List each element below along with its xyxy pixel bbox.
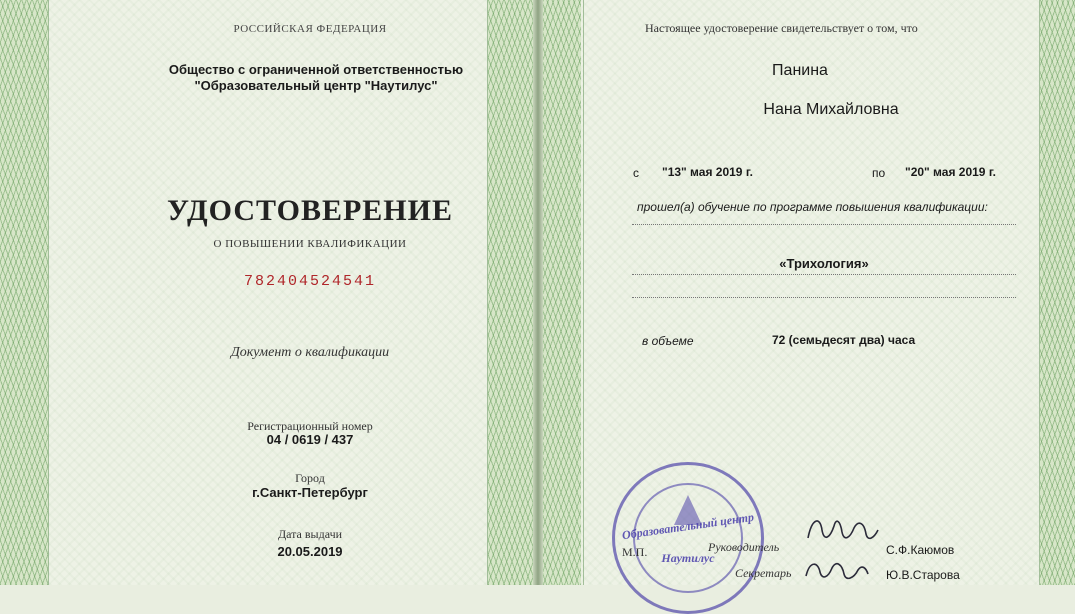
doc-type-label: Документ о квалификации [230, 345, 390, 360]
program-name: «Трихология» [779, 256, 869, 271]
dotted-line [632, 224, 1016, 225]
secretary-signature [800, 556, 870, 585]
issue-date-label: Дата выдачи [277, 527, 343, 541]
recipient-name: Нана Михайловна [763, 101, 899, 118]
from-label: с [633, 166, 639, 180]
from-date: "13" мая 2019 г. [662, 165, 753, 179]
volume-label: в объеме [642, 334, 694, 348]
organization-line-2: "Образовательный центр "Наутилус" [194, 78, 438, 93]
stamp-place-label: М.П. [622, 545, 648, 559]
volume-value: 72 (семьдесят два) часа [772, 333, 916, 347]
secretary-name: Ю.В.Старова [886, 568, 960, 582]
city-label: Город [295, 471, 325, 485]
secretary-label: Секретарь [735, 566, 792, 580]
right-border-ornament [1040, 0, 1075, 585]
head-name: С.Ф.Каюмов [886, 543, 955, 557]
certificate-intro: Настоящее удостоверение свидетельствует о том, что [645, 21, 918, 35]
to-label: по [872, 166, 886, 180]
seal-bottom-text: Наутилус [661, 551, 715, 565]
recipient-surname: Панина [772, 62, 828, 79]
dotted-line [632, 297, 1016, 298]
serial-number: 782404524541 [243, 273, 377, 290]
head-signature [800, 508, 880, 553]
inner-right-border-ornament [541, 0, 581, 585]
registration-label: Регистрационный номер [247, 419, 373, 433]
organization-seal [612, 462, 764, 614]
organization-line-1: Общество с ограниченной ответственностью [168, 62, 464, 77]
seal-center-text: Образовательный центр [621, 509, 755, 543]
program-label: прошел(а) обучение по программе повышения квалификации: [637, 200, 988, 214]
inner-left-border-ornament [488, 0, 536, 585]
dotted-line [632, 274, 1016, 275]
document-subtitle: О ПОВЫШЕНИИ КВАЛИФИКАЦИИ [213, 238, 407, 250]
left-border-ornament [0, 0, 48, 585]
document-title: УДОСТОВЕРЕНИЕ [167, 194, 453, 227]
country-header: РОССИЙСКАЯ ФЕДЕРАЦИЯ [233, 23, 387, 35]
registration-number: 04 / 0619 / 437 [266, 432, 354, 447]
to-date: "20" мая 2019 г. [905, 165, 996, 179]
city-value: г.Санкт-Петербург [252, 485, 368, 500]
head-label: Руководитель [708, 540, 780, 554]
book-spine [533, 0, 543, 585]
issue-date-value: 20.05.2019 [277, 544, 343, 559]
